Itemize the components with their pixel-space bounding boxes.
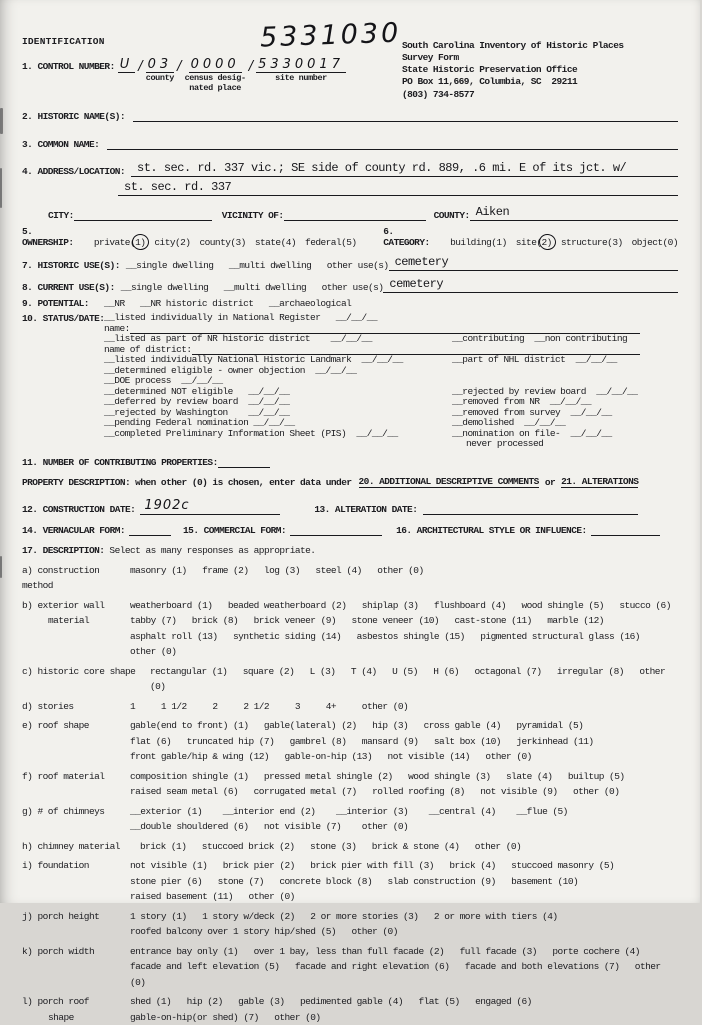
property-description-text: when other (0) is chosen, enter data under [135, 477, 351, 488]
ownership-option-private-circled: private(1) [94, 237, 146, 248]
status-option: __listed individually National Historic Landmark __/__/__ [104, 355, 452, 366]
construction-date-input-line [140, 496, 280, 515]
option-line: masonry (1) frame (2) log (3) steel (4) other (0) [130, 563, 678, 579]
control-number-site-value: 5330017 [256, 58, 346, 73]
ref-additional-comments: 20. ADDITIONAL DESCRIPTIVE COMMENTS [359, 476, 539, 488]
control-number-separator: / [177, 58, 181, 74]
row-key: f) roof material [22, 769, 130, 785]
address-value-2: st. sec. rd. 337 [118, 180, 235, 195]
ownership-label: 5. OWNERSHIP: [22, 226, 88, 248]
option-line: gable(end to front) (1) gable(lateral) (2) hip (3) cross gable (4) pyramidal (5) [130, 718, 678, 734]
option-line: front gable/hip & wing (12) gable-on-hip (13) not visible (14) other (0) [130, 749, 678, 765]
description-row-roof-material [22, 769, 678, 800]
form-header [22, 34, 678, 98]
scan-artifact [0, 556, 2, 578]
commercial-form-label: 15. COMMERCIAL FORM: [183, 525, 286, 536]
county-sublabel: county [146, 73, 174, 83]
potential-row [22, 298, 678, 309]
category-option-object: object(0) [632, 237, 678, 248]
identification-heading: IDENTIFICATION [22, 36, 105, 47]
historic-use-other-value: cemetery [389, 255, 453, 270]
option-line: 1 1 1/2 2 2 1/2 3 4+ other (0) [130, 699, 678, 715]
row-key: j) porch height [22, 909, 130, 925]
site-number-sublabel: site number [275, 73, 327, 83]
city-input-line [74, 209, 212, 221]
census-sublabel-line1: census desig- [185, 73, 246, 83]
description-row-chimney-material [22, 839, 678, 855]
dates-row [22, 496, 678, 515]
address-row-2 [22, 177, 678, 196]
option-line: __double shouldered (6) not visible (7) other (0) [130, 819, 678, 835]
common-name-input-line [107, 131, 678, 150]
ownership-option-federal: federal(5) [305, 237, 357, 248]
scan-artifact [0, 168, 2, 208]
status-option: __listed as part of NR historic district __/__/__ [104, 334, 452, 345]
option-line: rectangular (1) square (2) L (3) T (4) U (5) H (6) octagonal (7) irregular (8) other (0) [150, 664, 678, 695]
alteration-date-label: 13. ALTERATION DATE: [314, 504, 417, 515]
current-use-row [22, 274, 678, 293]
control-number-census-value: 0000 [189, 58, 242, 73]
option-line: 1 story (1) 1 story w/deck (2) 2 or more stories (3) 2 or more with tiers (4) [130, 909, 678, 925]
vernacular-form-label: 14. VERNACULAR FORM: [22, 525, 125, 536]
current-use-other-value: cemetery [383, 277, 447, 292]
status-date-block [22, 313, 678, 450]
historic-name-row [22, 103, 678, 122]
option-line: tabby (7) brick (8) brick veneer (9) stone veneer (10) cast-stone (11) marble (12) [130, 613, 678, 629]
current-use-label: 8. CURRENT USE(S): [22, 282, 115, 293]
city-label: CITY: [48, 210, 74, 221]
option-line: composition shingle (1) pressed metal shingle (2) wood shingle (3) slate (4) builtup (5) [130, 769, 678, 785]
control-number-census-group [185, 58, 246, 94]
status-line-never-processed [104, 439, 678, 450]
category-option-site-circled: site(2) [516, 237, 552, 248]
status-option: __deferred by review board __/__/__ [104, 397, 452, 408]
status-option: __rejected by Washington __/__/__ [104, 408, 452, 419]
agency-line: Survey Form [402, 52, 702, 64]
potential-label: 9. POTENTIAL: [22, 298, 104, 309]
row-key: b) exterior wall [22, 598, 130, 614]
category-label: 6. CATEGORY: [383, 226, 444, 248]
handwritten-file-number: 5331030 [260, 18, 402, 54]
alteration-date-input-line [423, 503, 638, 515]
control-number-row [22, 58, 349, 94]
agency-address-block [402, 40, 702, 101]
row-key: k) porch width [22, 944, 130, 960]
contributing-properties-label: 11. NUMBER OF CONTRIBUTING PROPERTIES: [22, 457, 218, 468]
status-line-deferred [104, 397, 678, 408]
status-date-lines [104, 313, 678, 450]
county-value: Aiken [470, 205, 514, 220]
property-description-label: PROPERTY DESCRIPTION: [22, 477, 130, 488]
vernacular-form-input-line [129, 524, 171, 536]
construction-date-label: 12. CONSTRUCTION DATE: [22, 504, 135, 515]
status-option: name: [104, 324, 130, 335]
status-option: __contributing __non contributing [452, 334, 627, 345]
historic-use-other-line [389, 252, 678, 271]
option-line: roofed balcony over 1 story hip/shed (5) other (0) [130, 924, 678, 940]
category-option-building: building(1) [450, 237, 507, 248]
description-row-roof-shape [22, 718, 678, 765]
historic-use-row [22, 252, 678, 271]
ownership-category-row [22, 226, 678, 248]
census-sublabel-line2: nated place [189, 83, 241, 93]
vicinity-label: VICINITY OF: [222, 210, 284, 221]
forms-row [22, 524, 678, 536]
description-heading-row [22, 545, 678, 556]
row-key-line2: shape [22, 1010, 130, 1025]
category-option-structure: structure(3) [561, 237, 623, 248]
description-intro: Select as many responses as appropriate. [109, 545, 315, 556]
row-key: h) chimney material [22, 839, 140, 855]
or-word: or [545, 477, 555, 488]
common-name-label: 3. COMMON NAME: [22, 139, 99, 150]
city-row [22, 202, 678, 221]
scan-artifact [0, 108, 3, 134]
description-row-exterior-wall [22, 598, 678, 660]
option-line: stone pier (6) stone (7) concrete block (8) slab construction (9) basement (10) [130, 874, 678, 890]
description-row-porch-width [22, 944, 678, 991]
status-option: never processed [452, 439, 543, 450]
ownership-option-city: city(2) [154, 237, 190, 248]
option-line: weatherboard (1) beaded weatherboard (2) shiplap (3) flushboard (4) wood shingle (5) stucco (6) [130, 598, 678, 614]
historic-use-options: __single dwelling __multi dwelling other use(s) [126, 260, 389, 271]
status-option: __determined eligible - owner objection __/__/__ [104, 366, 452, 377]
commercial-form-input-line [290, 524, 382, 536]
description-row-foundation [22, 858, 678, 905]
option-line: gable-on-hip(or shed) (7) other (0) [130, 1010, 678, 1025]
row-key: a) construction method [22, 563, 130, 594]
ownership-option-state: state(4) [255, 237, 296, 248]
control-number-prefix-value: U [118, 58, 136, 73]
option-line: __exterior (1) __interior end (2) __interior (3) __central (4) __flue (5) [130, 804, 678, 820]
status-option: __removed from survey __/__/__ [452, 408, 612, 419]
historic-use-label: 7. HISTORIC USE(S): [22, 260, 120, 271]
row-key: e) roof shape [22, 718, 130, 734]
status-date-label: 10. STATUS/DATE: [22, 313, 104, 450]
architectural-style-label: 16. ARCHITECTURAL STYLE OR INFLUENCE: [396, 525, 587, 536]
status-option: __DOE process __/__/__ [104, 376, 452, 387]
status-line-pending-federal [104, 418, 678, 429]
status-option: __pending Federal nomination __/__/__ [104, 418, 452, 429]
common-name-row [22, 131, 678, 150]
control-number-separator: / [138, 58, 142, 74]
historic-name-label: 2. HISTORIC NAME(S): [22, 111, 125, 122]
address-line-2 [118, 177, 678, 196]
county-label: COUNTY: [434, 210, 470, 221]
option-line: raised seam metal (6) corrugated metal (7) rolled roofing (8) not visible (9) other (0) [130, 784, 678, 800]
status-option: __rejected by review board __/__/__ [452, 387, 637, 398]
status-line-doe [104, 376, 678, 387]
status-option: name of district: [104, 345, 192, 356]
status-option: __completed Preliminary Information Sheet (PIS) __/__/__ [104, 429, 452, 440]
row-key: g) # of chimneys [22, 804, 130, 820]
address-label: 4. ADDRESS/LOCATION: [22, 166, 125, 177]
option-line: not visible (1) brick pier (2) brick pier with fill (3) brick (4) stuccoed masonry (5) [130, 858, 678, 874]
control-number-label: 1. CONTROL NUMBER: [22, 58, 115, 72]
contributing-properties-row [22, 456, 678, 468]
property-description-row [22, 476, 678, 488]
agency-line: PO Box 11,669, Columbia, SC 29211 [402, 76, 702, 88]
status-option: __removed from NR __/__/__ [452, 397, 591, 408]
agency-line: South Carolina Inventory of Historic Places [402, 40, 702, 52]
control-number-county-group [146, 58, 175, 83]
option-line: raised basement (11) other (0) [130, 889, 678, 905]
ownership-option-county: county(3) [199, 237, 245, 248]
option-line: asphalt roll (13) synthetic siding (14) asbestos shingle (15) pigmented structural glass (16) other (0) [130, 629, 678, 660]
address-row [22, 158, 678, 177]
status-option: __listed individually in National Register __/__/__ [104, 313, 452, 324]
vicinity-input-line [284, 209, 426, 221]
agency-line: State Historic Preservation Office [402, 64, 702, 76]
row-key: i) foundation [22, 858, 130, 874]
county-input-line [470, 202, 678, 221]
control-number-separator: / [249, 58, 253, 74]
construction-date-value: 1902c [140, 498, 195, 513]
status-line-pis [104, 429, 678, 440]
control-number-site-group [256, 58, 346, 83]
status-option: __part of NHL district __/__/__ [452, 355, 617, 366]
row-key: c) historic core shape [22, 664, 150, 680]
control-number-prefix-group [118, 58, 136, 73]
option-line: entrance bay only (1) over 1 bay, less than full facade (2) full facade (3) porte cochere (4) [130, 944, 678, 960]
description-row-chimneys [22, 804, 678, 835]
status-line-nr-district [104, 334, 678, 345]
common-name-value [107, 134, 117, 149]
description-row-core-shape [22, 664, 678, 695]
option-line: brick (1) stuccoed brick (2) stone (3) brick & stone (4) other (0) [140, 839, 678, 855]
row-key: d) stories [22, 699, 130, 715]
historic-name-input-line [133, 103, 678, 122]
ref-alterations: 21. ALTERATIONS [561, 476, 638, 488]
status-option: __determined NOT eligible __/__/__ [104, 387, 452, 398]
description-label: 17. DESCRIPTION: [22, 545, 104, 556]
option-line: flat (6) truncated hip (7) gambrel (8) mansard (9) salt box (10) jerkinhead (11) [130, 734, 678, 750]
address-line-1 [131, 158, 678, 177]
potential-options: __NR __NR historic district __archaeological [104, 298, 351, 309]
historic-name-value [133, 106, 143, 121]
current-use-options: __single dwelling __multi dwelling other use(s) [121, 282, 384, 293]
option-line: shed (1) hip (2) gable (3) pedimented gable (4) flat (5) engaged (6) [130, 994, 678, 1010]
description-row-construction-method [22, 563, 678, 594]
status-option: __nomination on file- __/__/__ [452, 429, 612, 440]
address-value-1: st. sec. rd. 337 vic.; SE side of county rd. 889, .6 mi. E of its jct. w/ [131, 161, 630, 176]
contributing-properties-input-line [218, 456, 270, 468]
control-number-county-value: 03 [146, 58, 175, 73]
description-row-porch-height [22, 909, 678, 940]
row-key-line2: material [22, 613, 130, 629]
status-option: __demolished __/__/__ [452, 418, 565, 429]
description-row-stories [22, 699, 678, 715]
row-key: l) porch roof [22, 994, 130, 1010]
description-row-porch-roof-shape [22, 994, 678, 1025]
architectural-style-input-line [591, 524, 660, 536]
current-use-other-line [383, 274, 678, 293]
option-line: facade and left elevation (5) facade and right elevation (6) facade and both elevations (7) other (0) [130, 959, 678, 990]
status-line-nhl [104, 355, 678, 366]
agency-line: (803) 734-8577 [402, 89, 702, 101]
status-line-nr-listed [104, 313, 678, 324]
